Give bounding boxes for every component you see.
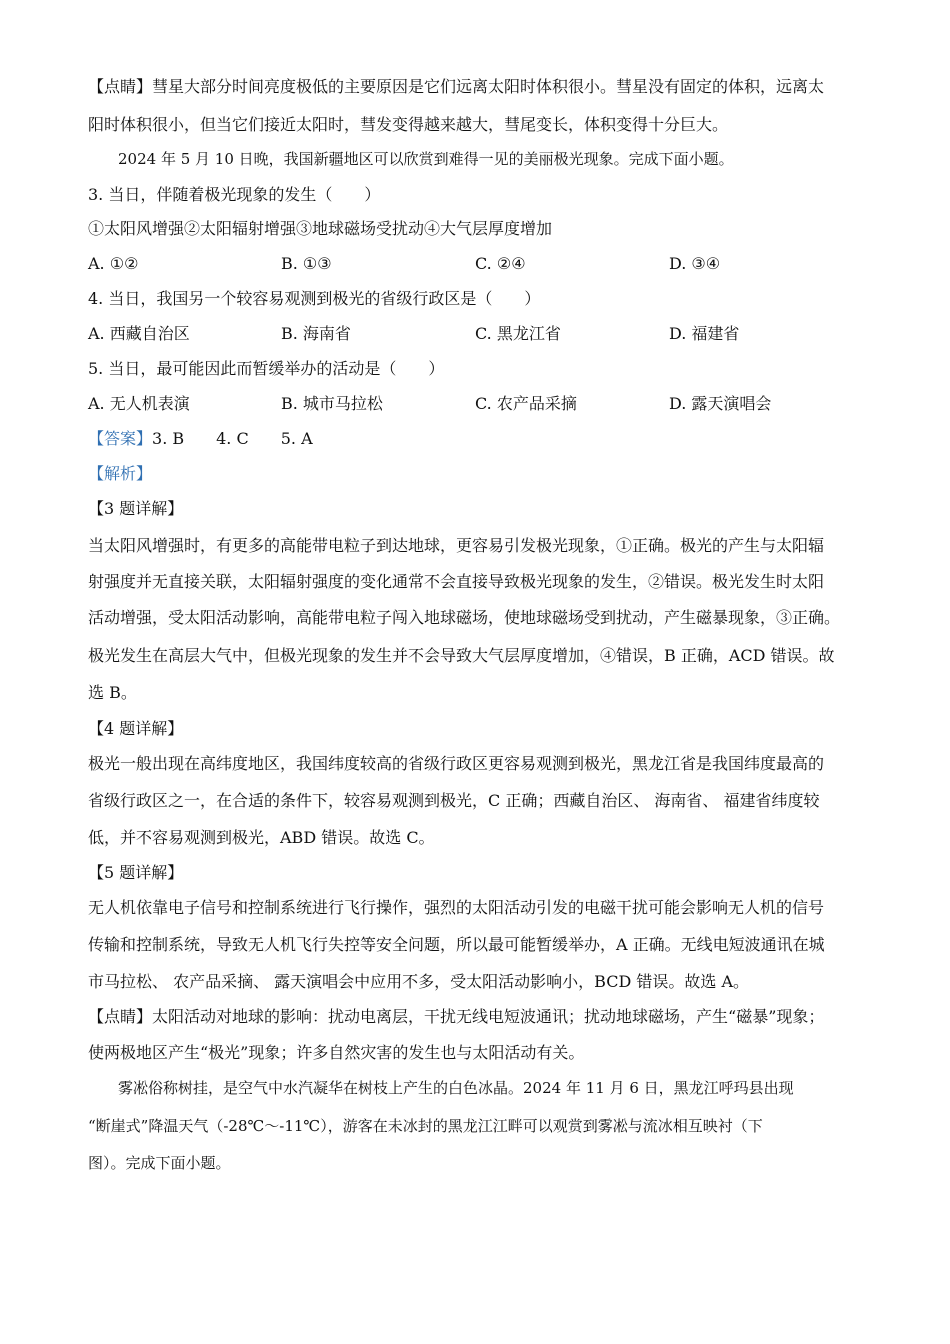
- q3-stem: 3. 当日，伴随着极光现象的发生（ ）: [88, 185, 381, 204]
- detail-5-line-2: 传输和控制系统，导致无人机飞行失控等安全问题，所以最可能暂缓举办，A 正确。无线电短波通讯在城: [88, 935, 825, 954]
- detail-3-line-3: 活动增强，受太阳活动影响，高能带电粒子闯入地球磁场，使地球磁场受到扰动，产生磁暴现象，③正确。: [88, 608, 841, 627]
- detail-5-line-1: 无人机依靠电子信号和控制系统进行飞行操作，强烈的太阳活动引发的电磁干扰可能会影响无人机的信号: [88, 898, 825, 917]
- q4-option-c[interactable]: C. 黑龙江省: [475, 324, 561, 343]
- detail-4-header: 【4 题详解】: [88, 719, 184, 738]
- q4-option-d[interactable]: D. 福建省: [669, 324, 740, 343]
- q4-stem: 4. 当日，我国另一个较容易观测到极光的省级行政区是（ ）: [88, 289, 541, 308]
- q3-option-c[interactable]: C. ②④: [475, 254, 526, 273]
- q5-option-b[interactable]: B. 城市马拉松: [281, 394, 383, 413]
- question-context: 2024 年 5 月 10 日晚，我国新疆地区可以欣赏到难得一见的美丽极光现象。完成下面小题。: [118, 150, 734, 168]
- detail-3-line-5: 选 B。: [88, 683, 137, 702]
- detail-5-line-3: 市马拉松、 农产品采摘、 露天演唱会中应用不多，受太阳活动影响小，BCD 错误。故选 A。: [88, 972, 750, 991]
- detail-3-line-1: 当太阳风增强时，有更多的高能带电粒子到达地球，更容易引发极光现象，①正确。极光的产生与太阳辐: [88, 536, 825, 555]
- answer-line: [88, 428, 313, 450]
- detail-3-line-2: 射强度并无直接关联，太阳辐射强度的变化通常不会直接导致极光现象的发生，②错误。极光发生时太阳: [88, 572, 825, 591]
- q5-option-d[interactable]: D. 露天演唱会: [669, 394, 772, 413]
- q5-option-a[interactable]: A. 无人机表演: [88, 394, 190, 413]
- q3-option-d[interactable]: D. ③④: [669, 254, 721, 273]
- answer-label: 【答案】: [88, 429, 153, 448]
- detail-4-line-2: 省级行政区之一，在合适的条件下，较容易观测到极光，C 正确；西藏自治区、 海南省、 福建省纬度较: [88, 791, 820, 810]
- q3-statements: ①太阳风增强②太阳辐射增强③地球磁场受扰动④大气层厚度增加: [88, 219, 553, 238]
- detail-4-line-1: 极光一般出现在高纬度地区，我国纬度较高的省级行政区更容易观测到极光，黑龙江省是我国纬度最高的: [88, 754, 825, 773]
- note-2-label: 【点睛】: [88, 1007, 153, 1026]
- q4-option-b[interactable]: B. 海南省: [281, 324, 351, 343]
- q5-stem: 5. 当日，最可能因此而暂缓举办的活动是（ ）: [88, 359, 445, 378]
- detail-3-line-4: 极光发生在高层大气中，但极光现象的发生并不会导致大气层厚度增加，④错误，B 正确，ACD 错误。故: [88, 646, 835, 665]
- detail-5-header: 【5 题详解】: [88, 863, 184, 882]
- intro-note-line-2: 阳时体积很小，但当它们接近太阳时，彗发变得越来越大，彗尾变长，体积变得十分巨大。: [88, 115, 729, 134]
- q3-option-a[interactable]: A. ①②: [88, 254, 139, 273]
- detail-4-line-3: 低，并不容易观测到极光，ABD 错误。故选 C。: [88, 828, 435, 847]
- intro-note-line-1: 【点睛】彗星大部分时间亮度极低的主要原因是它们远离太阳时体积很小。彗星没有固定的体积，远离太: [88, 77, 825, 96]
- answer-text: 3. B 4. C 5. A: [152, 429, 313, 448]
- q3-option-b[interactable]: B. ①③: [281, 254, 332, 273]
- intro-note-label: 【点睛】: [88, 77, 153, 96]
- q4-option-a[interactable]: A. 西藏自治区: [88, 324, 190, 343]
- next-context-line-1: 雾凇俗称树挂，是空气中水汽凝华在树枝上产生的白色冰晶。2024 年 11 月 6 日，黑龙江呼玛县出现: [118, 1079, 794, 1097]
- next-context-line-2: “断崖式”降温天气（-28℃～-11℃），游客在未冰封的黑龙江江畔可以观赏到雾凇与流冰相互映衬（下: [88, 1117, 763, 1135]
- analysis-label: 【解析】: [88, 464, 153, 483]
- next-context-line-3: 图）。完成下面小题。: [88, 1154, 231, 1172]
- note-2-line-2: 使两极地区产生“极光”现象；许多自然灾害的发生也与太阳活动有关。: [88, 1043, 585, 1062]
- note-2-line-1: 【点睛】太阳活动对地球的影响：扰动电离层，干扰无线电短波通讯；扰动地球磁场，产生“磁暴”现象；: [88, 1007, 825, 1026]
- detail-3-header: 【3 题详解】: [88, 499, 184, 518]
- q5-option-c[interactable]: C. 农产品采摘: [475, 394, 577, 413]
